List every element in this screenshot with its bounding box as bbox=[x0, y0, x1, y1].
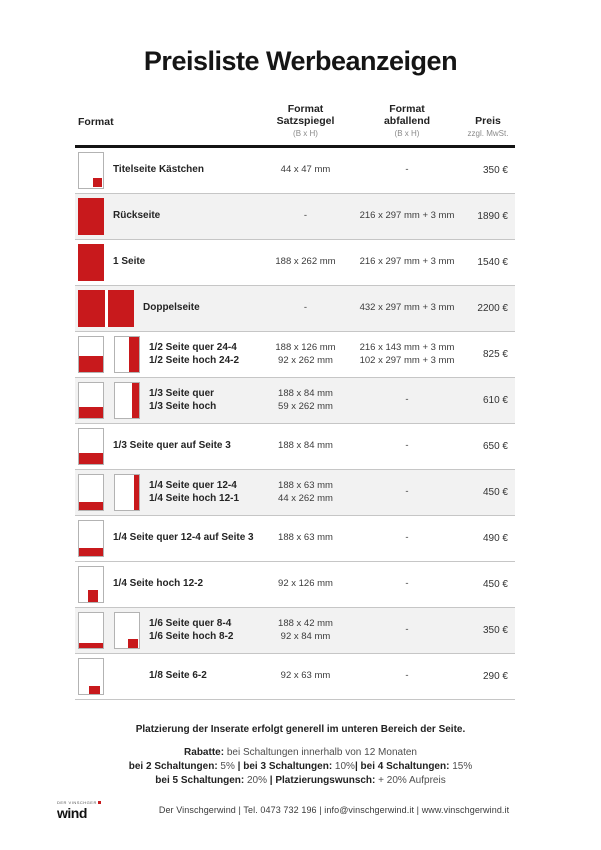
format-label bbox=[113, 164, 258, 177]
abfallend-line: - bbox=[405, 394, 409, 406]
format-label-line: Rückseite bbox=[113, 210, 161, 222]
contact-info-line: Der Vinschgerwind | Tel. 0473 732 196 | info@vinschgerwind.it | www.vinschgerwind.it bbox=[158, 805, 510, 816]
eighth-block-icon bbox=[78, 658, 104, 695]
abfallend-value bbox=[353, 164, 461, 177]
discount-term: | bbox=[237, 761, 244, 772]
format-label-line: 1/6 Seite hoch 8-2 bbox=[149, 630, 234, 642]
sixth-quer-icon bbox=[78, 612, 104, 649]
price-value: 290 € bbox=[482, 671, 508, 682]
discount-term: bei 2 Schaltungen: bbox=[128, 761, 218, 772]
table-body bbox=[75, 148, 515, 700]
format-label bbox=[149, 618, 258, 643]
price-value: 610 € bbox=[482, 395, 508, 406]
format-label bbox=[113, 256, 258, 269]
satzspiegel-line: - bbox=[303, 302, 308, 314]
format-label-line: 1/2 Seite hoch 24-2 bbox=[149, 354, 240, 366]
header-format: Format bbox=[78, 116, 114, 128]
logo-tagline: DER VINSCHGER bbox=[57, 801, 101, 805]
abfallend-line: 216 x 297 mm + 3 mm bbox=[359, 256, 455, 268]
discount-line bbox=[0, 760, 601, 774]
format-label-line: 1/2 Seite quer 24-4 bbox=[149, 342, 237, 353]
satzspiegel-line: 188 x 262 mm bbox=[275, 256, 336, 268]
header-satzspiegel-unit: (B x H) bbox=[293, 129, 318, 138]
red-area bbox=[93, 178, 102, 187]
format-label bbox=[149, 388, 258, 413]
abfallend-line: 216 x 143 mm + 3 mm bbox=[359, 342, 455, 353]
abfallend-value bbox=[353, 302, 461, 315]
discount-value: 5% bbox=[217, 761, 238, 772]
discount-value: 15% bbox=[449, 761, 473, 772]
red-area bbox=[88, 590, 98, 602]
format-label-line: Titelseite Kästchen bbox=[113, 164, 204, 176]
abfallend-value bbox=[353, 532, 461, 545]
corner-box-icon bbox=[78, 152, 104, 189]
satzspiegel-value bbox=[258, 164, 353, 177]
format-label bbox=[143, 302, 258, 315]
third-quer-icon bbox=[78, 382, 104, 419]
quarter-quer-icon bbox=[78, 520, 104, 557]
table-row bbox=[75, 562, 515, 608]
satzspiegel-value bbox=[258, 670, 353, 683]
abfallend-value bbox=[353, 210, 461, 223]
format-label bbox=[149, 480, 258, 505]
price-value: 490 € bbox=[482, 533, 508, 544]
format-icons bbox=[75, 474, 140, 511]
price-value: 450 € bbox=[482, 487, 508, 498]
table-row bbox=[75, 148, 515, 194]
format-label bbox=[113, 532, 258, 545]
table-row bbox=[75, 194, 515, 240]
discount-term: | bbox=[354, 761, 361, 772]
table-row bbox=[75, 516, 515, 562]
red-area bbox=[79, 548, 103, 556]
format-label-line: 1/4 Seite quer 12-4 auf Seite 3 bbox=[113, 532, 254, 544]
format-label-line: 1/4 Seite hoch 12-2 bbox=[113, 578, 204, 590]
format-label bbox=[149, 342, 258, 367]
format-label bbox=[113, 440, 258, 453]
half-hoch-icon bbox=[114, 336, 140, 373]
satzspiegel-value bbox=[258, 388, 353, 413]
full-icon bbox=[78, 244, 104, 281]
header-preis bbox=[461, 115, 515, 140]
abfallend-line: 102 x 297 mm + 3 mm bbox=[359, 354, 455, 366]
abfallend-line: - bbox=[405, 532, 409, 544]
format-label-line: 1/4 Seite hoch 12-1 bbox=[149, 492, 240, 504]
abfallend-value bbox=[353, 256, 461, 269]
format-label bbox=[149, 670, 258, 683]
header-abfallend-line1: Format bbox=[389, 103, 425, 115]
format-label-line: 1/8 Seite 6-2 bbox=[149, 670, 207, 682]
red-area bbox=[79, 643, 103, 648]
discount-line bbox=[0, 774, 601, 788]
satzspiegel-value bbox=[258, 342, 353, 367]
discount-value: + 20% Aufpreis bbox=[375, 775, 446, 786]
header-satzspiegel bbox=[258, 103, 353, 140]
abfallend-line: - bbox=[405, 578, 409, 590]
satzspiegel-value bbox=[258, 618, 353, 643]
satzspiegel-value bbox=[258, 256, 353, 269]
abfallend-line: - bbox=[405, 670, 409, 682]
red-area bbox=[79, 453, 103, 464]
satzspiegel-line: 188 x 84 mm bbox=[278, 440, 333, 452]
format-icons bbox=[75, 290, 134, 327]
table-row bbox=[75, 286, 515, 332]
abfallend-value bbox=[353, 342, 461, 367]
third-hoch-icon bbox=[114, 382, 140, 419]
table-row bbox=[75, 332, 515, 378]
satzspiegel-value bbox=[258, 578, 353, 591]
format-label-line: Doppelseite bbox=[143, 302, 200, 314]
discount-line bbox=[0, 746, 601, 760]
satzspiegel-line: - bbox=[303, 210, 308, 222]
format-icons bbox=[75, 428, 104, 465]
full-icon bbox=[78, 198, 104, 235]
third-quer-icon bbox=[78, 428, 104, 465]
satzspiegel-line: 44 x 47 mm bbox=[280, 164, 331, 176]
placement-note: Platzierung der Inserate erfolgt generell im unteren Bereich der Seite. bbox=[135, 724, 466, 735]
satzspiegel-line: 59 x 262 mm bbox=[278, 400, 333, 412]
format-icons bbox=[75, 520, 104, 557]
discount-value: 20% bbox=[244, 775, 270, 786]
satzspiegel-line: 188 x 84 mm bbox=[278, 388, 333, 399]
red-area bbox=[134, 475, 139, 510]
satzspiegel-value bbox=[258, 532, 353, 545]
price-value: 825 € bbox=[482, 349, 508, 360]
format-label-line: 1/3 Seite hoch bbox=[149, 400, 217, 412]
discount-info bbox=[0, 746, 601, 788]
satzspiegel-value bbox=[258, 302, 353, 315]
format-icons bbox=[75, 244, 104, 281]
format-icons bbox=[75, 336, 140, 373]
header-satzspiegel-line1: Format bbox=[287, 103, 324, 115]
satzspiegel-line: 92 x 262 mm bbox=[278, 354, 333, 366]
table-row bbox=[75, 470, 515, 516]
abfallend-value bbox=[353, 578, 461, 591]
satzspiegel-line: 188 x 126 mm bbox=[275, 342, 336, 353]
price-value: 1890 € bbox=[477, 211, 508, 222]
abfallend-line: 216 x 297 mm + 3 mm bbox=[359, 210, 455, 222]
header-preis-note: zzgl. MwSt. bbox=[467, 129, 509, 138]
price-value: 350 € bbox=[482, 165, 508, 176]
price-value: 350 € bbox=[482, 625, 508, 636]
format-icons bbox=[75, 658, 140, 695]
page-title: Preisliste Werbeanzeigen bbox=[143, 46, 458, 76]
format-label-line: 1/3 Seite quer bbox=[149, 388, 215, 399]
red-area bbox=[79, 356, 103, 372]
abfallend-value bbox=[353, 624, 461, 637]
price-table bbox=[75, 103, 515, 700]
header-abfallend-unit: (B x H) bbox=[394, 129, 420, 138]
red-area bbox=[79, 502, 103, 510]
discount-term: bei 5 Schaltungen: bbox=[155, 775, 245, 786]
format-icons bbox=[75, 382, 140, 419]
format-label-line: 1 Seite bbox=[113, 256, 146, 268]
table-row bbox=[75, 424, 515, 470]
format-label bbox=[113, 578, 258, 591]
discount-value: 10% bbox=[332, 761, 355, 772]
abfallend-value bbox=[353, 486, 461, 499]
abfallend-value bbox=[353, 670, 461, 683]
sixth-block-icon bbox=[114, 612, 140, 649]
double-icon bbox=[78, 290, 134, 327]
satzspiegel-line: 188 x 63 mm bbox=[278, 532, 333, 544]
format-label-line: 1/3 Seite quer auf Seite 3 bbox=[113, 440, 231, 452]
discount-term: bei 3 Schaltungen: bbox=[243, 761, 333, 772]
wind-logo bbox=[57, 801, 101, 820]
header-abfallend-line2: abfallend bbox=[383, 115, 431, 127]
discount-value: bei Schaltungen innerhalb von 12 Monaten bbox=[224, 747, 417, 758]
format-icons bbox=[75, 152, 104, 189]
format-icons bbox=[75, 198, 104, 235]
red-area bbox=[89, 686, 100, 694]
abfallend-line: - bbox=[405, 624, 409, 636]
abfallend-line: 432 x 297 mm + 3 mm bbox=[359, 302, 455, 314]
quarter-block-icon bbox=[78, 566, 104, 603]
table-row bbox=[75, 654, 515, 699]
price-value: 2200 € bbox=[477, 303, 508, 314]
header-preis-line1: Preis bbox=[475, 115, 501, 127]
satzspiegel-value bbox=[258, 210, 353, 223]
satzspiegel-line: 92 x 63 mm bbox=[280, 670, 331, 682]
format-label-line: 1/6 Seite quer 8-4 bbox=[149, 618, 232, 629]
discount-term: bei 4 Schaltungen: bbox=[360, 761, 450, 772]
abfallend-line: - bbox=[405, 486, 409, 498]
table-row bbox=[75, 378, 515, 424]
abfallend-line: - bbox=[405, 164, 409, 176]
red-area bbox=[128, 639, 138, 648]
red-area bbox=[132, 383, 139, 418]
table-row bbox=[75, 608, 515, 654]
discount-term: Platzierungswunsch: bbox=[275, 775, 376, 786]
satzspiegel-line: 44 x 262 mm bbox=[278, 492, 333, 504]
discount-term: Rabatte: bbox=[184, 747, 225, 758]
table-row bbox=[75, 240, 515, 286]
half-quer-icon bbox=[78, 336, 104, 373]
satzspiegel-line: 92 x 126 mm bbox=[278, 578, 333, 590]
satzspiegel-line: 188 x 42 mm bbox=[278, 618, 333, 629]
red-area bbox=[79, 407, 103, 418]
abfallend-value bbox=[353, 394, 461, 407]
discount-term: | bbox=[269, 775, 276, 786]
table-header-row bbox=[75, 103, 515, 148]
header-satzspiegel-line2: Satzspiegel bbox=[276, 115, 335, 127]
abfallend-line: - bbox=[405, 440, 409, 452]
format-label-line: 1/4 Seite quer 12-4 bbox=[149, 480, 237, 491]
price-value: 650 € bbox=[482, 441, 508, 452]
format-label bbox=[113, 210, 258, 223]
quarter-quer-icon bbox=[78, 474, 104, 511]
quarter-hoch-icon bbox=[114, 474, 140, 511]
abfallend-value bbox=[353, 440, 461, 453]
price-value: 1540 € bbox=[477, 257, 508, 268]
satzspiegel-value bbox=[258, 440, 353, 453]
price-value: 450 € bbox=[482, 579, 508, 590]
format-icons bbox=[75, 566, 104, 603]
logo-wordmark: wind bbox=[57, 804, 87, 821]
format-icons bbox=[75, 612, 140, 649]
satzspiegel-value bbox=[258, 480, 353, 505]
satzspiegel-line: 188 x 63 mm bbox=[278, 480, 333, 491]
red-area bbox=[129, 337, 139, 372]
satzspiegel-line: 92 x 84 mm bbox=[280, 630, 331, 642]
header-abfallend bbox=[353, 103, 461, 140]
contact-bar bbox=[0, 801, 601, 820]
